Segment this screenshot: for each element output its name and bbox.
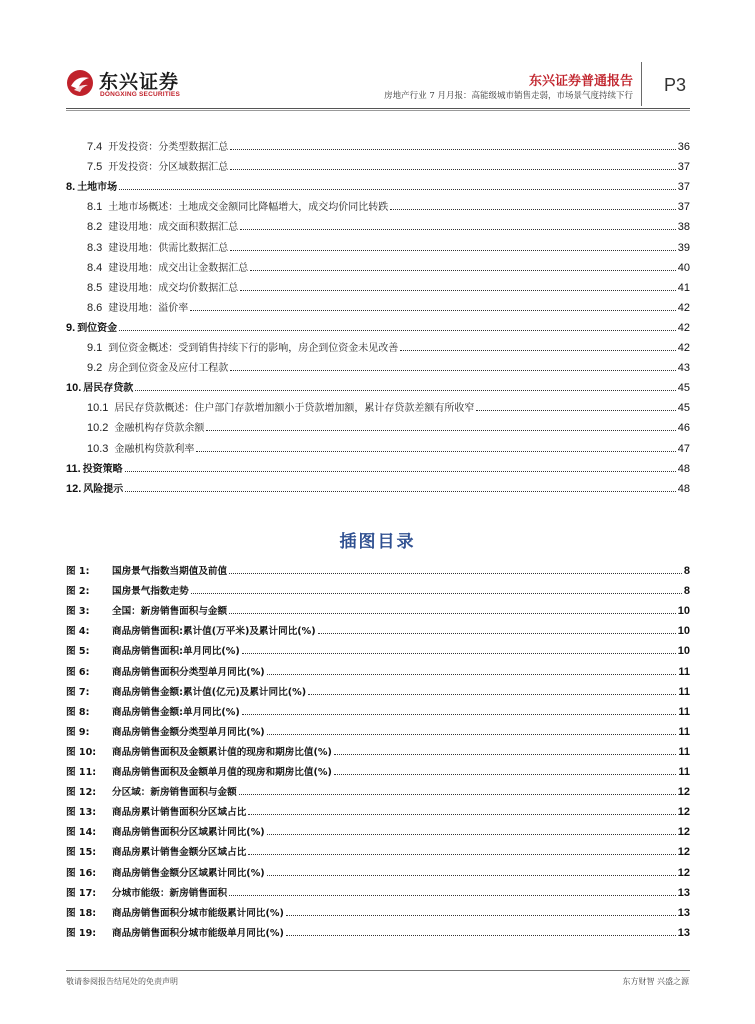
toc-entry-label: [66, 480, 125, 495]
figure-list-entry[interactable]: [66, 919, 690, 939]
figure-leader-dots: [242, 653, 676, 654]
toc-leader-dots: [476, 410, 675, 411]
figure-leader-dots: [318, 633, 676, 634]
figure-entry-label: [66, 704, 240, 718]
figure-page-number: 11: [678, 685, 690, 698]
toc-entry-text: 金融机构贷款利率: [114, 443, 195, 455]
figure-page-number: 10: [677, 645, 690, 658]
figure-page-number: 8: [683, 585, 690, 598]
figure-number: 图 14:: [66, 827, 97, 839]
figure-leader-dots: [308, 694, 676, 695]
toc-leader-dots: [240, 229, 675, 230]
toc-page-number: 42: [677, 342, 690, 355]
toc-page-number: 37: [677, 181, 690, 194]
figure-title: 商品房销售面积分区域累计同比(%): [112, 827, 265, 839]
toc-entry-text: 建设用地：成交出让金数据汇总: [108, 262, 249, 274]
figure-page-number: 8: [683, 565, 690, 578]
toc-leader-dots: [190, 310, 675, 311]
toc-entry-label: [66, 419, 206, 434]
figure-title: 国房景气指数当期值及前值: [112, 566, 228, 578]
toc-entry-number: 8.3: [87, 241, 103, 254]
figure-leader-dots: [229, 895, 676, 896]
toc-page-number: 37: [677, 161, 690, 174]
figure-list-entry[interactable]: [66, 818, 690, 838]
figure-title: 商品房销售面积:单月同比(%): [112, 646, 240, 658]
figure-entry-label: [66, 744, 332, 758]
toc-entry-number: 10.2: [87, 422, 109, 435]
toc-entry-number: 8.5: [87, 281, 103, 294]
toc-leader-dots: [196, 451, 675, 452]
figure-list-entry[interactable]: [66, 879, 690, 899]
figure-number: 图 5:: [66, 646, 90, 658]
figure-number: 图 16:: [66, 867, 97, 879]
toc-entry-label: [66, 399, 476, 414]
toc-entry-number: 9.1: [87, 342, 103, 355]
toc-entry-number: 9.: [66, 321, 76, 334]
figure-leader-dots: [229, 613, 676, 614]
figure-page-number: 13: [677, 906, 690, 919]
figure-entry-label: [66, 563, 227, 577]
figure-entry-label: [66, 804, 246, 818]
toc-entry-text: 开发投资：分区域数据汇总: [108, 162, 229, 174]
toc-entry-label: [66, 299, 190, 314]
toc-entry-text: 土地市场: [77, 182, 118, 194]
toc-entry-text: 建设用地：成交面积数据汇总: [108, 222, 239, 234]
figure-title: 商品房销售金额分类型单月同比(%): [112, 726, 265, 738]
figure-leader-dots: [248, 814, 675, 815]
figure-number: 图 8:: [66, 706, 90, 718]
toc-subsection-entry[interactable]: [66, 193, 690, 213]
toc-subsection-entry[interactable]: [66, 213, 690, 233]
figure-list-entry[interactable]: [66, 718, 690, 738]
toc-page-number: 37: [677, 201, 690, 214]
logo-text-cn: 东兴证券: [99, 71, 180, 93]
figure-page-number: 13: [677, 926, 690, 939]
table-of-contents: [66, 133, 690, 495]
toc-entry-label: [66, 138, 230, 153]
toc-entry-label: [66, 259, 250, 274]
figure-number: 图 4:: [66, 626, 90, 638]
figure-entry-label: [66, 764, 332, 778]
toc-leader-dots: [119, 189, 676, 190]
toc-leader-dots: [250, 270, 675, 271]
figure-number: 图 6:: [66, 666, 90, 678]
toc-entry-number: 10.: [66, 382, 82, 395]
figures-list: [66, 557, 690, 939]
figure-leader-dots: [239, 794, 676, 795]
toc-entry-text: 投资策略: [82, 463, 123, 475]
toc-entry-number: 8.4: [87, 261, 103, 274]
toc-entry-label: [66, 218, 240, 233]
figure-page-number: 12: [677, 806, 690, 819]
figure-entry-label: [66, 623, 316, 637]
toc-page-number: 47: [677, 442, 690, 455]
figure-leader-dots: [267, 875, 676, 876]
toc-entry-text: 风险提示: [83, 483, 124, 495]
toc-subsection-entry[interactable]: [66, 153, 690, 173]
footer-rule: [66, 970, 690, 971]
figure-page-number: 11: [678, 745, 690, 758]
toc-entry-label: [66, 198, 390, 213]
figure-title: 分城市能级：新房销售面积: [112, 887, 228, 899]
figure-leader-dots: [267, 734, 677, 735]
toc-entry-label: [66, 178, 119, 193]
figure-title: 商品房销售面积:累计值(万平米)及累计同比(%): [112, 626, 316, 638]
figure-entry-label: [66, 684, 306, 698]
figure-number: 图 9:: [66, 726, 90, 738]
toc-leader-dots: [135, 390, 675, 391]
figure-page-number: 12: [677, 826, 690, 839]
figure-list-entry[interactable]: [66, 617, 690, 637]
report-subtitle: 房地产行业 7 月月报：高能级城市销售走弱，市场景气度持续下行: [384, 91, 633, 101]
figure-leader-dots: [229, 573, 682, 574]
figure-title: 全国：新房销售面积与金额: [112, 606, 228, 618]
toc-page-number: 42: [677, 301, 690, 314]
toc-entry-text: 建设用地：溢价率: [108, 302, 189, 314]
company-logo: [66, 69, 206, 103]
figure-title: 商品房销售面积分城市能级单月同比(%): [112, 927, 284, 939]
toc-page-number: 46: [677, 422, 690, 435]
figure-entry-label: [66, 724, 265, 738]
figure-number: 图 18:: [66, 907, 97, 919]
figure-number: 图 17:: [66, 887, 97, 899]
toc-section-entry[interactable]: [66, 173, 690, 193]
toc-entry-text: 到位资金概述：受到销售持续下行的影响，房企到位资金未见改善: [108, 343, 399, 355]
figure-number: 图 1:: [66, 566, 90, 578]
footer-disclaimer: 敬请参阅报告结尾处的免责声明: [66, 977, 178, 986]
toc-subsection-entry[interactable]: [66, 334, 690, 354]
figure-leader-dots: [267, 674, 677, 675]
toc-leader-dots: [400, 350, 675, 351]
figure-list-entry[interactable]: [66, 678, 690, 698]
toc-entry-label: [66, 239, 230, 254]
toc-entry-number: 8.2: [87, 221, 103, 234]
figure-title: 商品房销售面积分城市能级累计同比(%): [112, 907, 284, 919]
toc-entry-number: 7.5: [87, 161, 103, 174]
toc-leader-dots: [240, 290, 675, 291]
figure-list-entry[interactable]: [66, 778, 690, 798]
toc-subsection-entry[interactable]: [66, 254, 690, 274]
toc-entry-label: [66, 460, 125, 475]
figure-leader-dots: [286, 915, 676, 916]
toc-page-number: 48: [677, 482, 690, 495]
toc-entry-label: [66, 440, 196, 455]
toc-entry-number: 8.1: [87, 201, 103, 214]
figure-title: 分区域：新房销售面积与金额: [112, 787, 237, 799]
figure-page-number: 11: [678, 705, 690, 718]
figure-entry-label: [66, 925, 284, 939]
toc-entry-text: 土地市场概述：土地成交金额同比降幅增大，成交均价同比转跌: [108, 202, 389, 214]
figure-leader-dots: [267, 834, 676, 835]
figure-entry-label: [66, 844, 246, 858]
toc-entry-number: 10.3: [87, 442, 109, 455]
toc-entry-text: 房企到位资金及应付工程款: [108, 363, 229, 375]
logo-text-en: DONGXING SECURITIES: [100, 91, 181, 98]
figure-list-entry[interactable]: [66, 899, 690, 919]
toc-page-number: 41: [677, 281, 690, 294]
toc-subsection-entry[interactable]: [66, 434, 690, 454]
figure-page-number: 11: [678, 725, 690, 738]
figure-page-number: 10: [677, 605, 690, 618]
toc-section-entry[interactable]: [66, 374, 690, 394]
figure-entry-label: [66, 664, 265, 678]
figure-page-number: 12: [677, 786, 690, 799]
toc-leader-dots: [206, 430, 675, 431]
toc-page-number: 45: [677, 382, 690, 395]
figure-entry-label: [66, 824, 265, 838]
figure-leader-dots: [334, 754, 677, 755]
toc-entry-text: 居民存贷款概述：住户部门存款增加额小于贷款增加额，累计存贷款差额有所收窄: [114, 403, 475, 415]
header-rule: [66, 108, 690, 109]
toc-subsection-entry[interactable]: [66, 414, 690, 434]
toc-entry-text: 居民存贷款: [83, 383, 134, 395]
figure-list-entry[interactable]: [66, 698, 690, 718]
figure-list-entry[interactable]: [66, 738, 690, 758]
toc-subsection-entry[interactable]: [66, 294, 690, 314]
toc-entry-number: 8.: [66, 181, 76, 194]
header-divider: [641, 62, 642, 106]
figure-list-entry[interactable]: [66, 858, 690, 878]
toc-section-entry[interactable]: [66, 314, 690, 334]
toc-entry-text: 开发投资：分类型数据汇总: [108, 142, 229, 154]
toc-leader-dots: [390, 209, 675, 210]
logo-mark-icon: [66, 69, 94, 97]
figure-page-number: 12: [677, 866, 690, 879]
toc-subsection-entry[interactable]: [66, 394, 690, 414]
toc-section-entry[interactable]: [66, 455, 690, 475]
figure-list-entry[interactable]: [66, 798, 690, 818]
toc-page-number: 39: [677, 241, 690, 254]
toc-page-number: 38: [677, 221, 690, 234]
toc-subsection-entry[interactable]: [66, 354, 690, 374]
toc-section-entry[interactable]: [66, 475, 690, 495]
toc-leader-dots: [230, 169, 675, 170]
figure-entry-label: [66, 905, 284, 919]
figure-number: 图 2:: [66, 586, 90, 598]
figures-heading: 插图目录: [339, 532, 416, 552]
header-rule-secondary: [66, 110, 690, 111]
figure-list-entry[interactable]: [66, 597, 690, 617]
toc-entry-text: 建设用地：成交均价数据汇总: [108, 282, 239, 294]
figure-list-entry[interactable]: [66, 577, 690, 597]
figure-page-number: 12: [677, 846, 690, 859]
figure-leader-dots: [242, 714, 677, 715]
figure-number: 图 10:: [66, 746, 97, 758]
toc-entry-number: 12.: [66, 482, 82, 495]
figure-entry-label: [66, 643, 240, 657]
figure-title: 商品房销售面积及金额单月值的现房和期房比值(%): [112, 767, 332, 779]
figure-number: 图 12:: [66, 787, 97, 799]
toc-leader-dots: [230, 370, 675, 371]
toc-page-number: 43: [677, 362, 690, 375]
figure-number: 图 13:: [66, 807, 97, 819]
footer-slogan: 东方财智 兴盛之源: [622, 977, 689, 986]
toc-entry-label: [66, 379, 135, 394]
figure-title: 国房景气指数走势: [112, 586, 189, 598]
page-number: P3: [664, 75, 687, 95]
figure-list-entry[interactable]: [66, 557, 690, 577]
figure-title: 商品房销售金额分区域累计同比(%): [112, 867, 265, 879]
figure-title: 商品房销售面积分类型单月同比(%): [112, 666, 265, 678]
toc-entry-number: 11.: [66, 462, 81, 475]
toc-leader-dots: [230, 250, 675, 251]
figure-entry-label: [66, 784, 237, 798]
toc-page-number: 40: [677, 261, 690, 274]
figure-entry-label: [66, 885, 227, 899]
figure-title: 商品房销售金额:单月同比(%): [112, 706, 240, 718]
toc-leader-dots: [230, 149, 675, 150]
figure-title: 商品房销售面积及金额累计值的现房和期房比值(%): [112, 746, 332, 758]
toc-entry-text: 到位资金: [77, 322, 118, 334]
toc-entry-label: [66, 158, 230, 173]
figure-number: 图 19:: [66, 927, 97, 939]
figure-page-number: 13: [677, 886, 690, 899]
figure-list-entry[interactable]: [66, 657, 690, 677]
toc-page-number: 42: [677, 321, 690, 334]
toc-page-number: 36: [677, 141, 690, 154]
toc-entry-number: 7.4: [87, 141, 103, 154]
figure-entry-label: [66, 603, 227, 617]
figure-number: 图 15:: [66, 847, 97, 859]
figure-title: 商品房累计销售面积分区域占比: [112, 807, 247, 819]
toc-entry-number: 10.1: [87, 402, 109, 415]
toc-leader-dots: [119, 330, 676, 331]
figure-entry-label: [66, 865, 265, 879]
page-header: [0, 0, 755, 112]
toc-entry-label: [66, 339, 400, 354]
figure-number: 图 11:: [66, 767, 97, 779]
figure-leader-dots: [248, 854, 675, 855]
figure-leader-dots: [334, 774, 677, 775]
figure-list-entry[interactable]: [66, 637, 690, 657]
toc-subsection-entry[interactable]: [66, 274, 690, 294]
toc-entry-label: [66, 319, 119, 334]
toc-entry-text: 建设用地：供需比数据汇总: [108, 242, 229, 254]
figure-leader-dots: [191, 593, 682, 594]
toc-page-number: 48: [677, 462, 690, 475]
figure-page-number: 10: [677, 625, 690, 638]
toc-leader-dots: [125, 491, 675, 492]
figure-list-entry[interactable]: [66, 838, 690, 858]
toc-entry-text: 金融机构存贷款余额: [114, 423, 205, 435]
report-type-title: 东兴证券普通报告: [528, 74, 633, 89]
toc-subsection-entry[interactable]: [66, 133, 690, 153]
toc-leader-dots: [125, 471, 676, 472]
toc-page-number: 45: [677, 402, 690, 415]
figure-number: 图 7:: [66, 686, 90, 698]
toc-entry-label: [66, 359, 230, 374]
figure-number: 图 3:: [66, 606, 90, 618]
figure-list-entry[interactable]: [66, 758, 690, 778]
figure-title: 商品房销售金额:累计值(亿元)及累计同比(%): [112, 686, 307, 698]
figure-page-number: 11: [678, 766, 690, 779]
toc-entry-number: 9.2: [87, 362, 103, 375]
figure-title: 商品房累计销售金额分区域占比: [112, 847, 247, 859]
toc-entry-label: [66, 279, 240, 294]
toc-entry-number: 8.6: [87, 301, 103, 314]
toc-subsection-entry[interactable]: [66, 233, 690, 253]
figure-leader-dots: [286, 935, 676, 936]
figure-entry-label: [66, 583, 189, 597]
figure-page-number: 11: [678, 665, 690, 678]
